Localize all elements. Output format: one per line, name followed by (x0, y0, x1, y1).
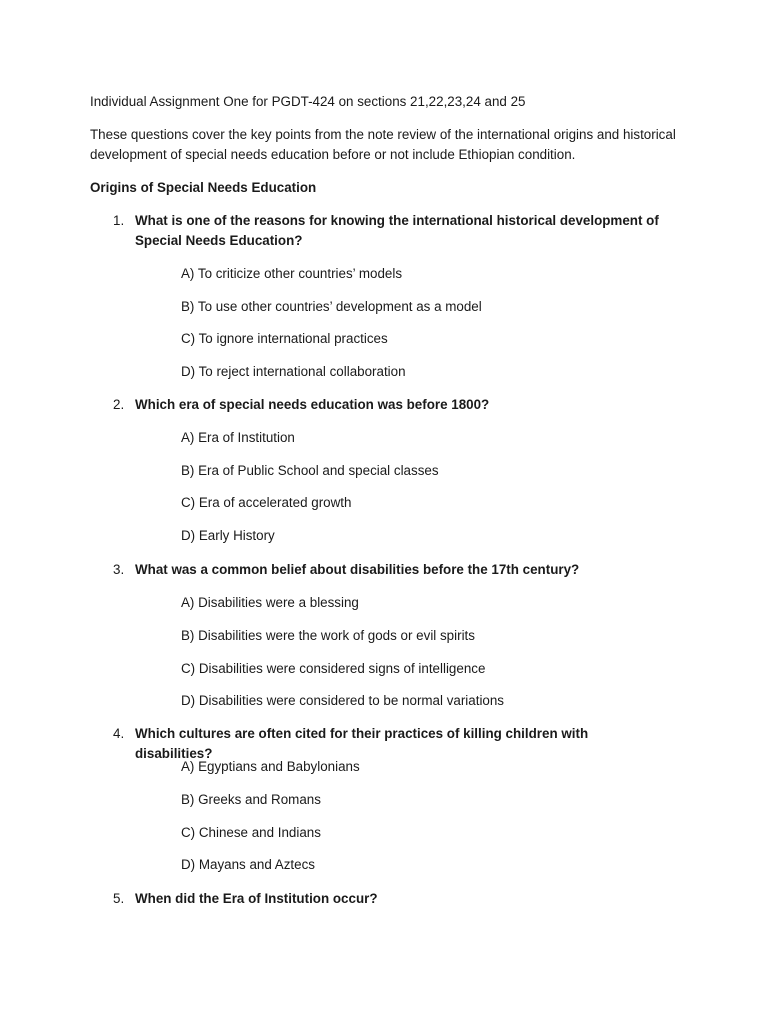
answer-option: A) Disabilities were a blessing (181, 595, 359, 610)
answer-option: D) To reject international collaboration (181, 364, 406, 379)
answer-option: C) To ignore international practices (181, 331, 388, 346)
question-number: 3. (113, 562, 125, 577)
answer-option: B) To use other countries’ development as a model (181, 299, 482, 314)
assignment-heading: Individual Assignment One for PGDT-424 on sections 21,22,23,24 and 25 (90, 94, 526, 109)
question-number: 4. (113, 726, 125, 741)
question-text: Which cultures are often cited for their practices of killing children with disabilities? (135, 726, 589, 761)
answer-option: B) Era of Public School and special classes (181, 463, 439, 478)
intro-paragraph: These questions cover the key points from the note review of the international origins and historical development of special needs education before or not include Ethiopian condition. (90, 127, 676, 162)
answer-option: C) Disabilities were considered signs of intelligence (181, 661, 486, 676)
question-number: 1. (113, 213, 125, 228)
answer-option: D) Early History (181, 528, 275, 543)
section-title: Origins of Special Needs Education (90, 180, 317, 195)
answer-option: B) Greeks and Romans (181, 792, 321, 807)
answer-option: D) Disabilities were considered to be normal variations (181, 693, 505, 708)
question-number: 5. (113, 891, 125, 906)
answer-option: B) Disabilities were the work of gods or evil spirits (181, 628, 475, 643)
question-number: 2. (113, 397, 125, 412)
question-text: Which era of special needs education was before 1800? (135, 397, 490, 412)
question-text: What is one of the reasons for knowing the international historical development of Special Needs Education? (135, 213, 659, 248)
answer-option: C) Era of accelerated growth (181, 495, 352, 510)
answer-option: A) To criticize other countries’ models (181, 266, 403, 281)
answer-option: D) Mayans and Aztecs (181, 857, 315, 872)
question-text: What was a common belief about disabilities before the 17th century? (135, 562, 580, 577)
question-text: When did the Era of Institution occur? (135, 891, 378, 906)
answer-option: A) Era of Institution (181, 430, 295, 445)
answer-option: A) Egyptians and Babylonians (181, 759, 360, 774)
answer-option: C) Chinese and Indians (181, 825, 321, 840)
